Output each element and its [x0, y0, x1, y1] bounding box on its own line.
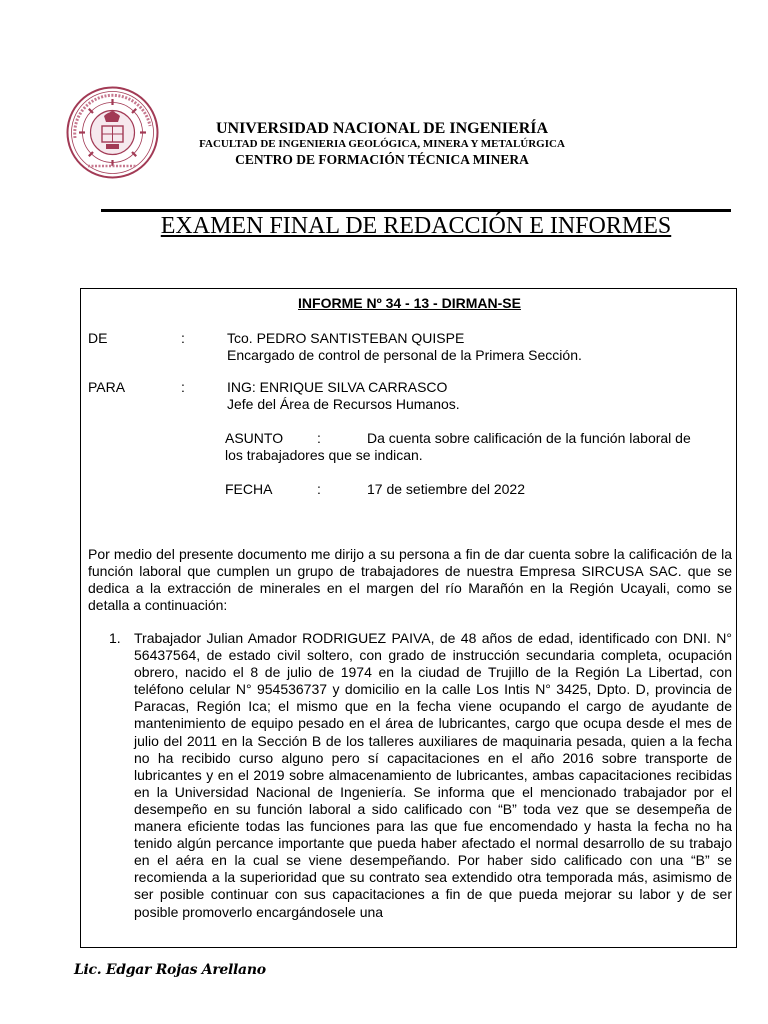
- de-name: Tco. PEDRO SANTISTEBAN QUISPE: [227, 330, 465, 346]
- asunto-label: ASUNTO: [225, 430, 284, 446]
- faculty-name: FACULTAD DE INGENIERIA GEOLÓGICA, MINERA Y METALÚRGICA: [199, 138, 565, 150]
- university-name: UNIVERSIDAD NACIONAL DE INGENIERÍA: [215, 120, 549, 137]
- para-label: PARA: [88, 379, 126, 395]
- intro-paragraph: Por medio del presente documento me dirijo a su persona a fin de dar cuenta sobre la calificación de la función laboral que cumplen un grupo de trabajadores de nuestra Empresa SIRCUSA SAC. que se dedica a la extracción de minerales en el margen del río Marañón en la Región Ucayali, como se detalla a continuación:: [88, 546, 732, 614]
- list-item-text: Trabajador Julian Amador RODRIGUEZ PAIVA, de 48 años de edad, identificado con DNI. N° 56437564, de estado civil soltero, con grado de instrucción secundaria completa, ocupación obrero, nacido el 8 de julio de 1974 en la ciudad de Trujillo de la Región La Libertad, con teléfono celular N° 954536737 y domicilio en la calle Los Intis N° 3425, Dpto. D, provincia de Paracas, Región Ica; el mismo que en la fecha viene ocupando el cargo de ayudante de mantenimiento de equipo pesado en el área de lubricantes, cargo que ocupa desde el mes de julio del 2011 en la Sección B de los talleres auxiliares de maquinaria pesada, quien a la fecha no ha recibido curso alguno pero sí capacitaciones en el año 2016 sobre transporte de lubricantes y en el 2019 sobre almacenamiento de lubricantes, ambas capacitaciones recibidas en la Universidad Nacional de Ingeniería. Se informa que el mencionado trabajador por el desempeño en su función laboral a sido calificado con “B” toda vez que se desempeña de manera eficiente todas las funciones para las que fue encomendado y hasta la fecha no ha tenido algún percance importante que pueda haber afectado el normal desarrollo de su trabajo en el aéra en la cual se viene desempeñando. Por haber sido calificado con una “B” se recomienda a la superioridad que su contrato sea extendido otra temporada más, asimismo de ser posible continuar con sus capacitaciones a fin de que pueda mejorar su labor y de ser posible promoverlo encargándosele una: [134, 630, 732, 920]
- report-title: INFORME Nº 34 - 13 - DIRMAN-SE: [298, 295, 521, 311]
- asunto-line-1: Da cuenta sobre calificación de la función laboral de: [367, 430, 691, 446]
- uni-seal-icon: [66, 86, 159, 179]
- para-role: Jefe del Área de Recursos Humanos.: [227, 396, 460, 412]
- de-role: Encargado de control de personal de la Primera Sección.: [227, 347, 582, 363]
- de-colon: :: [181, 330, 185, 346]
- list-item-number: 1.: [109, 630, 121, 646]
- exam-title: EXAMEN FINAL DE REDACCIÓN E INFORMES: [160, 213, 672, 239]
- asunto-line-2: los trabajadores que se indican.: [225, 447, 423, 463]
- report-frame: [80, 288, 737, 948]
- fecha-label: FECHA: [225, 481, 273, 497]
- center-name: CENTRO DE FORMACIÓN TÉCNICA MINERA: [235, 152, 529, 167]
- para-colon: :: [181, 379, 185, 395]
- fecha-value: 17 de setiembre del 2022: [367, 481, 525, 497]
- para-name: ING: ENRIQUE SILVA CARRASCO: [227, 379, 448, 395]
- fecha-colon: :: [317, 481, 321, 497]
- asunto-colon: :: [317, 430, 321, 446]
- de-label: DE: [88, 330, 108, 346]
- signature: Lic. Edgar Rojas Arellano: [74, 962, 266, 978]
- header-divider: [101, 209, 731, 212]
